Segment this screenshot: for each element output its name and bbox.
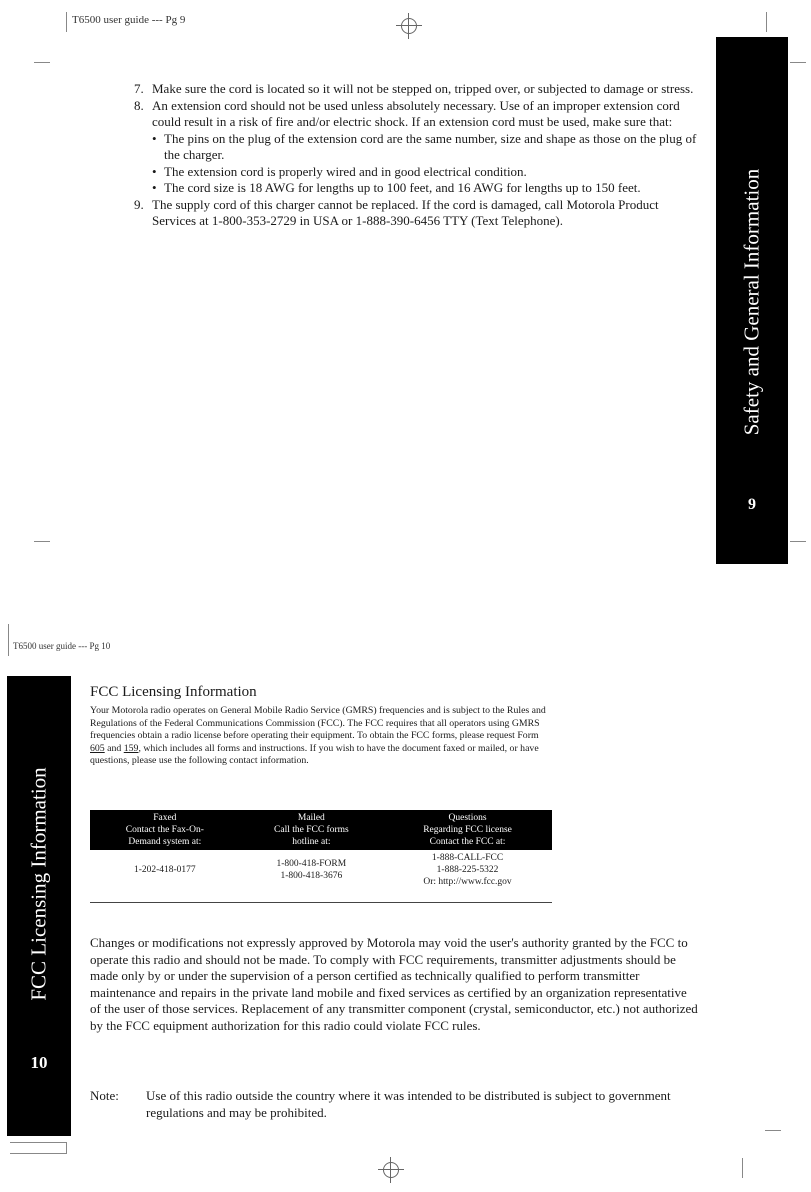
list-item	[134, 81, 704, 98]
crop-mark	[34, 62, 50, 63]
item-text: Make sure the cord is located so it will not be stepped on, tripped over, or subjected to damage or stress.	[152, 81, 694, 96]
list-item	[134, 197, 704, 230]
item-text: An extension cord should not be used unless absolutely necessary. Use of an improper extension cord could result in a risk of fire and/or electric shock. If an extension cord must be used, make sure that:	[152, 97, 680, 129]
contact-table	[90, 810, 552, 890]
crop-mark	[66, 12, 67, 32]
item-number: 8.	[134, 97, 144, 113]
page9-header: T6500 user guide --- Pg 9	[72, 14, 186, 26]
item-number: 7.	[134, 81, 144, 96]
form-number: 159	[123, 742, 139, 754]
header-questions: Questions Regarding FCC license Contact the FCC at:	[383, 810, 552, 850]
para-text: , which includes all forms and instructions. If you wish to have the document faxed or mailed, or have questions, please use the following contact information.	[90, 742, 539, 767]
cell-questions: 1-888-CALL-FCC 1-888-225-5322 Or: http://www.fcc.gov	[383, 850, 552, 890]
bullet-item: • The pins on the plug of the extension cord are the same number, size and shape as those on the plug of the charger.	[152, 131, 704, 164]
cell-hotline: 1-800-418-FORM 1-800-418-3676	[276, 859, 347, 881]
section-tab-title: Safety and General Information	[739, 168, 764, 436]
form-number: 605	[90, 742, 105, 754]
note	[90, 1088, 700, 1121]
para-text: Your Motorola radio operates on General Mobile Radio Service (GMRS) frequencies and is subject to the Rules and Regulations of the Federal Communications Commission (FCC). The FCC requires that all operators using GMRS frequencies obtain a radio license before operating their equipment. To obtain the FCC forms, please request Form	[90, 705, 546, 742]
note-label: Note:	[90, 1088, 119, 1103]
page10-header: T6500 user guide --- Pg 10	[13, 641, 111, 651]
registration-mark-icon	[396, 13, 422, 39]
crop-mark	[790, 541, 806, 542]
table-row	[90, 850, 552, 890]
body-paragraph: Changes or modifications not expressly approved by Motorola may void the user's authority granted by the FCC to operate this radio and should not be made. To comply with FCC requirements, transmitter adjustments should be made only by or under the supervision of a person certified as technically qualified to perform transmitter maintenance and repairs in the private land mobile and fixed services as certified by an organization representative of the user of those services. Replacement of any transmitter component (crystal, semiconductor, etc.) not authorized by the FCC equipment authorization for this radio could violate FCC rules.	[90, 935, 698, 1033]
note-text: Use of this radio outside the country where it was intended to be distributed is subject to government regulations and may be prohibited.	[146, 1088, 671, 1120]
section-tab	[716, 37, 788, 564]
bullet-item: • The cord size is 18 AWG for lengths up to 100 feet, and 16 AWG for lengths up to 150 feet.	[152, 180, 704, 197]
crop-mark	[34, 541, 50, 542]
para-text: and	[104, 742, 124, 754]
crop-mark	[742, 1158, 743, 1178]
header-mailed: Mailed Call the FCC forms hotline at:	[240, 810, 383, 850]
list-item	[134, 98, 704, 197]
registration-mark-icon	[378, 1157, 404, 1183]
item-text: The supply cord of this charger cannot be replaced. If the cord is damaged, call Motorola Product Services at 1-800-353-2729 in USA or 1-888-390-6456 TTY (Text Telephone).	[152, 196, 659, 228]
item-number: 9.	[134, 196, 144, 212]
section-tab	[7, 676, 71, 1136]
bullet-item: • The extension cord is properly wired and in good electrical condition.	[152, 164, 704, 181]
divider	[90, 902, 552, 903]
crop-mark	[765, 1130, 781, 1131]
fcc-website-link[interactable]: Or: http://www.fcc.gov	[423, 877, 512, 887]
section-tab-title: FCC Licensing Information	[26, 767, 51, 1001]
crop-mark	[8, 624, 9, 656]
crop-mark	[10, 1142, 67, 1154]
page-number: 9	[748, 496, 756, 513]
section-title: FCC Licensing Information	[90, 684, 257, 700]
crop-mark	[790, 62, 806, 63]
cell-fax-number: 1-202-418-0177	[133, 865, 196, 875]
safety-instructions-list	[134, 81, 704, 230]
crop-mark	[766, 12, 767, 32]
intro-paragraph	[90, 705, 552, 768]
header-faxed: Faxed Contact the Fax-On- Demand system at:	[90, 810, 240, 850]
page-number: 10	[30, 1053, 48, 1072]
table-header-row	[90, 810, 552, 850]
